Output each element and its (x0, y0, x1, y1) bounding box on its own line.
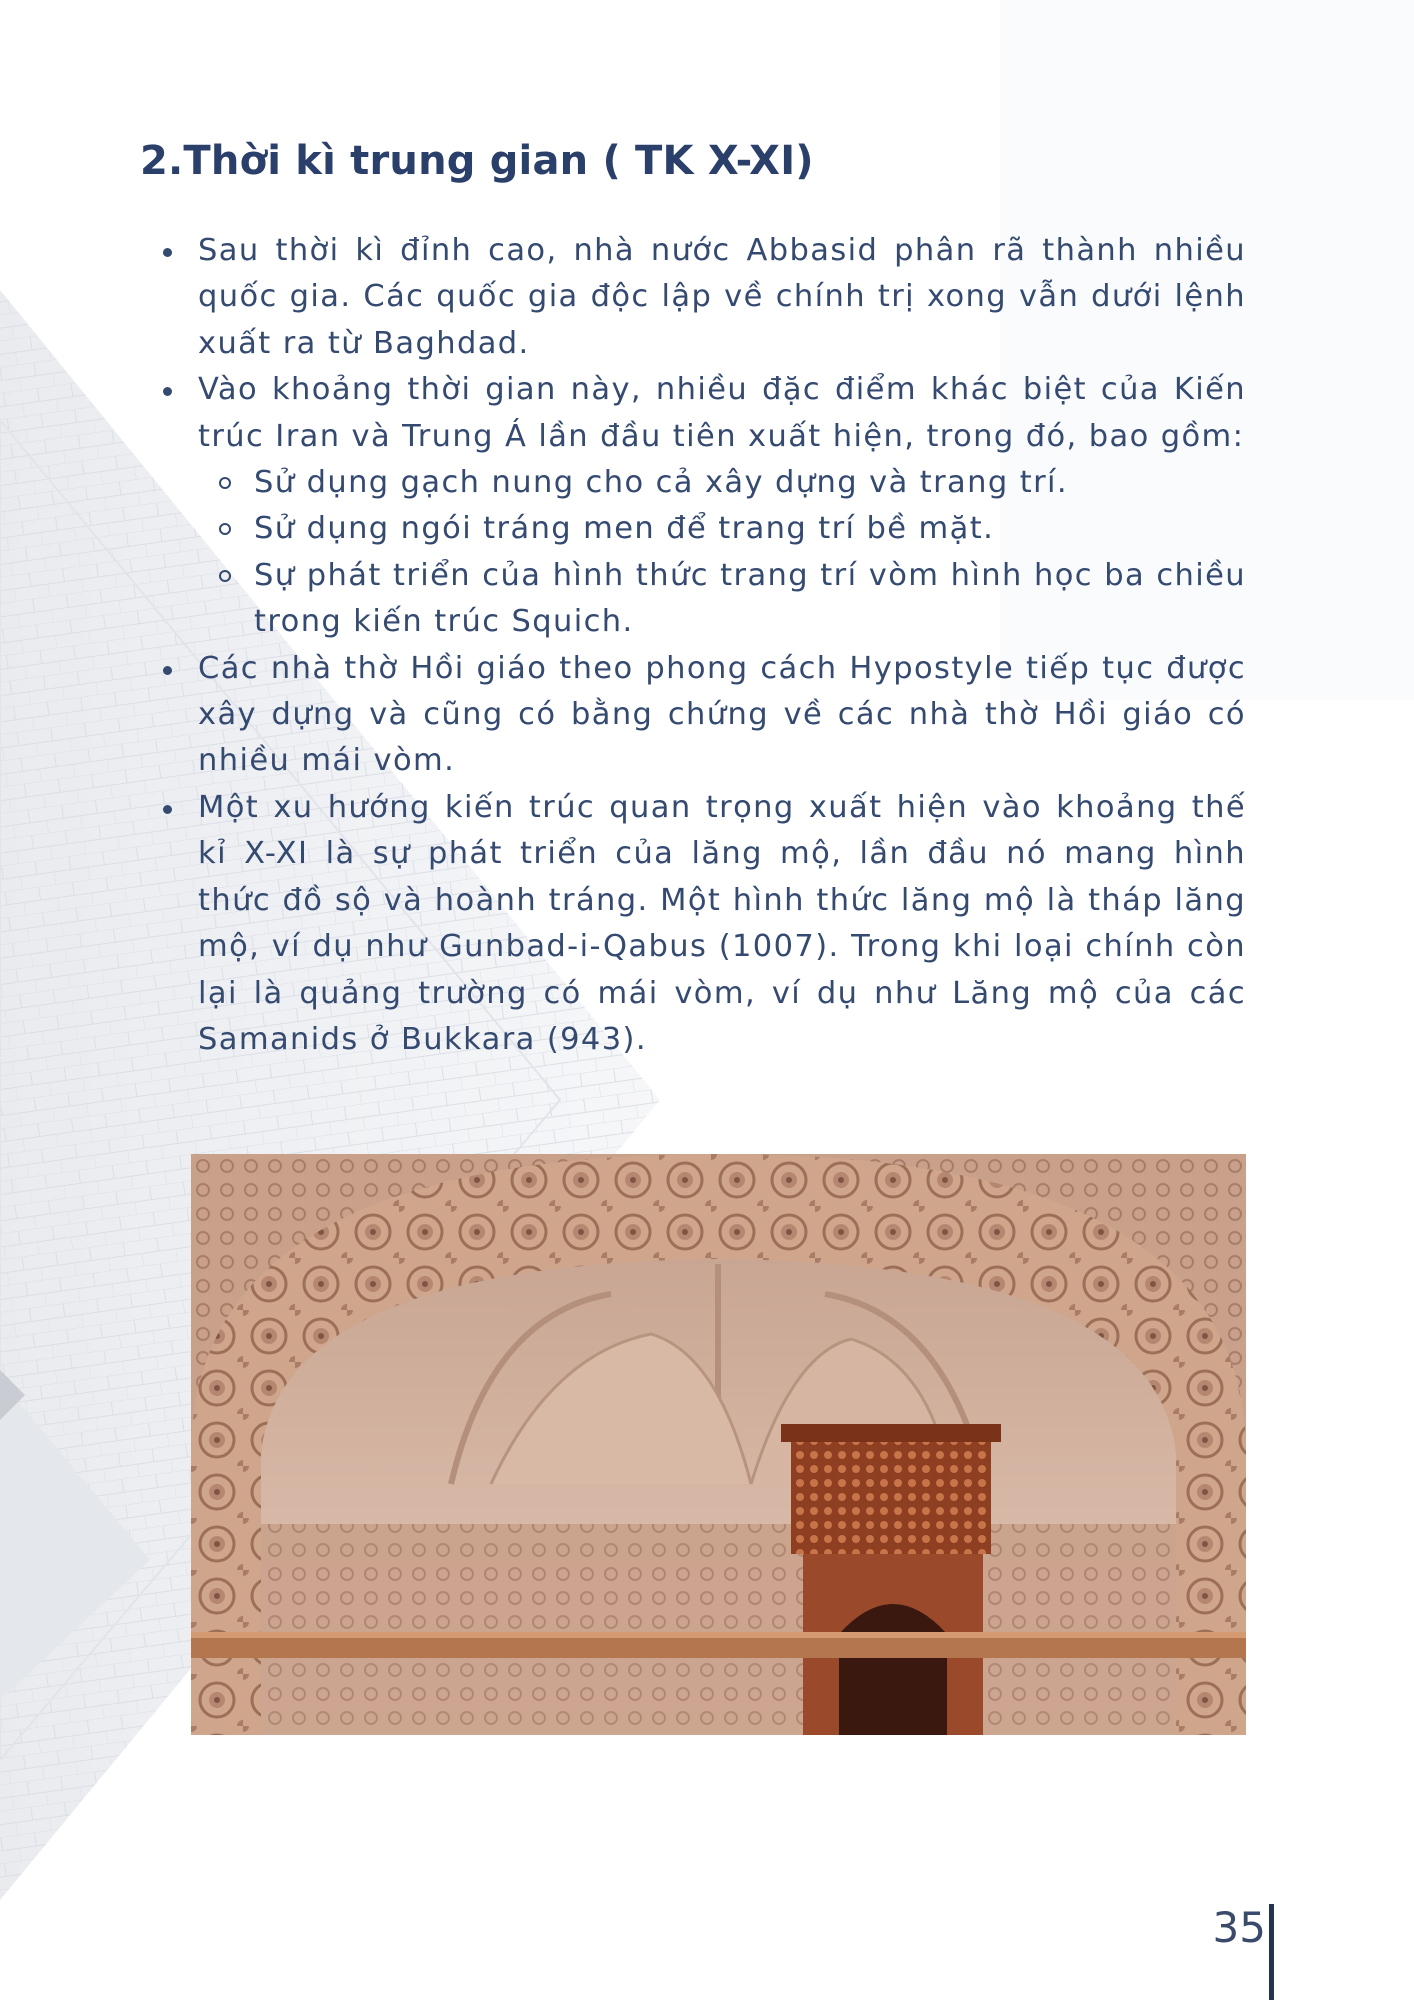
bullet-item-2-text: Vào khoảng thời gian này, nhiều đặc điểm khác biệt của Kiến trúc Iran và Trung Á lần đầu tiên xuất hiện, trong đó, bao gồm: (198, 372, 1246, 454)
bullet-item-3: Các nhà thờ Hồi giáo theo phong cách Hypostyle tiếp tục được xây dựng và cũng có bằng chứng về các nhà thờ Hồi giáo có nhiều mái vòm. (140, 646, 1246, 785)
section-heading: 2.Thời kì trung gian ( TK X-XI) (140, 138, 814, 184)
sub-bullet-list (198, 460, 1246, 646)
bullet-item-1: Sau thời kì đỉnh cao, nhà nước Abbasid phân rã thành nhiều quốc gia. Các quốc gia độc lập về chính trị xong vẫn dưới lệnh xuất ra từ Baghdad. (140, 228, 1246, 367)
bullet-content (140, 228, 1246, 1063)
sub-bullet-item-3: Sự phát triển của hình thức trang trí vòm hình học ba chiều trong kiến trúc Squich. (140, 553, 1246, 646)
bullet-item-2 (140, 367, 1246, 645)
bullet-list (140, 228, 1246, 1063)
page-number-rule (1269, 1904, 1274, 2000)
mosque-arch-photo (191, 1154, 1246, 1735)
sub-bullet-item-2: Sử dụng ngói tráng men để trang trí bề mặt. (140, 506, 1246, 552)
sub-bullet-item-1: Sử dụng gạch nung cho cả xây dựng và trang trí. (140, 460, 1246, 506)
page-number: 35 (1212, 1903, 1266, 1952)
bullet-item-4: Một xu hướng kiến trúc quan trọng xuất hiện vào khoảng thế kỉ X-XI là sự phát triển của lăng mộ, lần đầu nó mang hình thức đồ sộ và hoành tráng. Một hình thức lăng mộ là tháp lăng mộ, ví dụ như Gunbad-i-Qabus (1007). Trong khi loại chính còn lại là quảng trường có mái vòm, ví dụ như Lăng mộ của các Samanids ở Bukkara (943). (140, 785, 1246, 1063)
mosque-arch-illustration (191, 1154, 1246, 1735)
